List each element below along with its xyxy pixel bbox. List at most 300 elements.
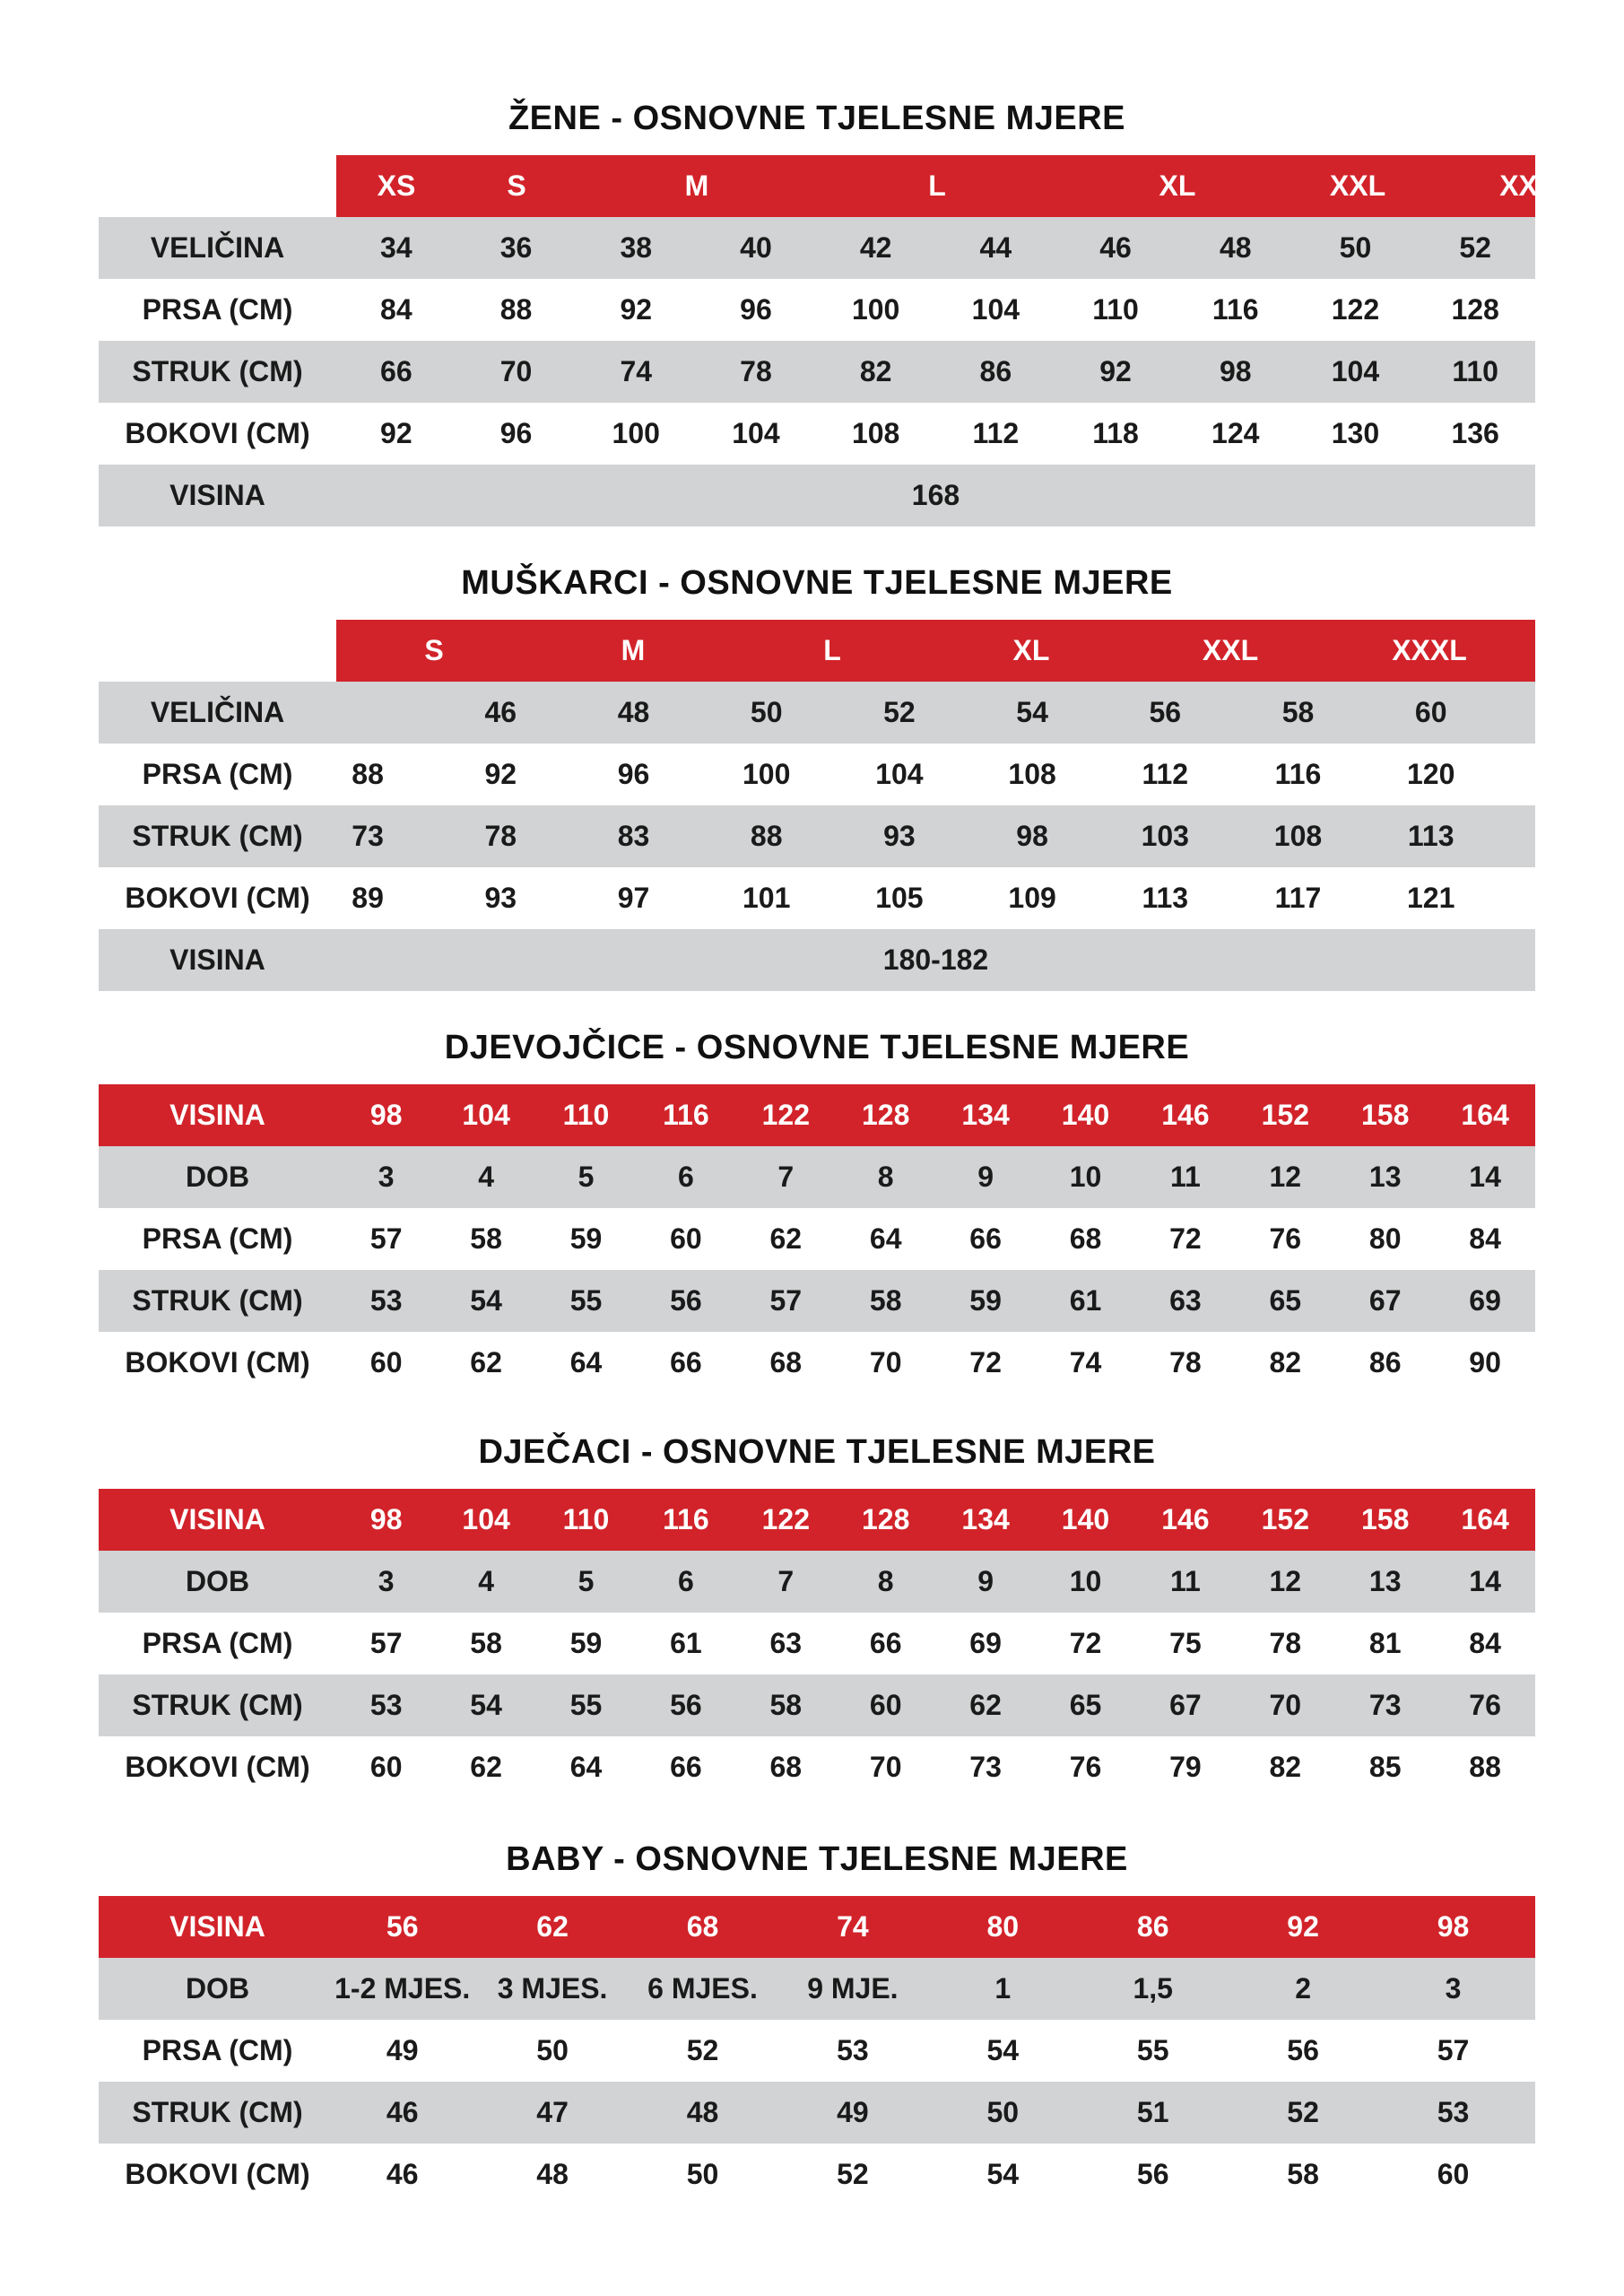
header-value-cell: 80	[986, 1910, 1020, 1943]
header-value-cell: 92	[1287, 1910, 1319, 1943]
value-cell: 62	[769, 1222, 803, 1255]
baby-row-age	[99, 1958, 1535, 2020]
value-cell: 47	[536, 2096, 569, 2128]
women-title: ŽENE - OSNOVNE TJELESNE MJERE	[508, 100, 1126, 137]
row-label: VELIČINA	[150, 696, 285, 728]
value-cell: 74	[620, 355, 653, 387]
value-cell: 14	[1469, 1161, 1501, 1193]
value-cell: 6 MJES.	[647, 1972, 758, 2005]
value-cell: 11	[1169, 1161, 1201, 1193]
value-cell: 65	[1069, 1689, 1102, 1721]
value-cell: 92	[620, 293, 653, 326]
header-value-cell: 164	[1461, 1503, 1509, 1535]
size-label: S	[424, 634, 444, 666]
value-cell: 8	[877, 1161, 894, 1193]
value-cell: 93	[883, 820, 916, 852]
value-cell: 7	[777, 1565, 795, 1597]
height-value: 168	[911, 479, 960, 511]
header-value-cell: 152	[1261, 1503, 1309, 1535]
value-cell: 104	[971, 293, 1020, 326]
value-cell: 53	[369, 1284, 403, 1317]
value-cell: 90	[1469, 1346, 1501, 1378]
value-cell: 54	[470, 1284, 502, 1317]
value-cell: 3 MJES.	[497, 1972, 608, 2005]
value-cell: 42	[859, 231, 892, 264]
value-cell: 104	[875, 758, 924, 790]
value-cell: 136	[1451, 417, 1499, 449]
value-cell: 120	[1406, 758, 1455, 790]
header-value-cell: 104	[462, 1503, 510, 1535]
row-label: DOB	[185, 1972, 250, 2005]
men-row-chest	[99, 744, 1535, 805]
header-value-cell: 110	[562, 1503, 610, 1535]
value-cell: 58	[470, 1222, 502, 1255]
row-label: PRSA (CM)	[142, 293, 293, 326]
men-title: MUŠKARCI - OSNOVNE TJELESNE MJERE	[461, 564, 1173, 602]
row-label: VISINA	[169, 944, 265, 976]
value-cell: 121	[1406, 882, 1455, 914]
header-value-cell: 122	[761, 1503, 810, 1535]
value-cell: 89	[352, 882, 384, 914]
girls-row-chest	[99, 1208, 1535, 1270]
value-cell: 40	[740, 231, 772, 264]
value-cell: 88	[352, 758, 384, 790]
header-value-cell: 56	[386, 1910, 419, 1943]
value-cell: 78	[740, 355, 772, 387]
header-value-cell: 116	[663, 1503, 709, 1535]
value-cell: 84	[1469, 1627, 1501, 1659]
value-cell: 70	[1269, 1689, 1302, 1721]
value-cell: 5	[578, 1565, 595, 1597]
boys-height-header-row	[99, 1489, 1535, 1551]
size-label: L	[928, 170, 946, 202]
value-cell: 54	[470, 1689, 502, 1721]
value-cell: 76	[1069, 1751, 1102, 1783]
value-cell: 54	[1016, 696, 1048, 728]
row-label: STRUK (CM)	[132, 1284, 303, 1317]
value-cell: 13	[1368, 1161, 1402, 1193]
value-cell: 49	[386, 2034, 419, 2066]
value-cell: 96	[740, 293, 772, 326]
row-label: VISINA	[169, 1503, 265, 1535]
size-label: XL	[1159, 170, 1196, 202]
value-cell: 86	[979, 355, 1012, 387]
value-cell: 9	[977, 1161, 994, 1193]
value-cell: 46	[1099, 231, 1132, 264]
value-cell: 48	[686, 2096, 719, 2128]
value-cell: 1-2 MJES.	[334, 1972, 471, 2005]
value-cell: 108	[1273, 820, 1323, 852]
value-cell: 55	[1136, 2034, 1169, 2066]
value-cell: 104	[732, 417, 780, 449]
value-cell: 49	[837, 2096, 869, 2128]
value-cell: 59	[569, 1627, 603, 1659]
value-cell: 92	[1099, 355, 1132, 387]
value-cell: 58	[1281, 696, 1315, 728]
value-cell: 78	[484, 820, 517, 852]
value-cell: 96	[499, 417, 533, 449]
value-cell: 62	[470, 1751, 502, 1783]
value-cell: 74	[1069, 1346, 1102, 1378]
value-cell: 113	[1407, 820, 1455, 852]
value-cell: 60	[1414, 696, 1447, 728]
value-cell: 56	[1149, 696, 1182, 728]
value-cell: 54	[986, 2034, 1020, 2066]
value-cell: 55	[569, 1689, 603, 1721]
header-value-cell: 140	[1061, 1099, 1110, 1131]
row-label: BOKOVI (CM)	[125, 1751, 310, 1783]
value-cell: 12	[1269, 1161, 1302, 1193]
value-cell: 4	[478, 1565, 494, 1597]
row-label: PRSA (CM)	[142, 758, 293, 790]
row-label: STRUK (CM)	[132, 355, 303, 387]
row-label: PRSA (CM)	[142, 1627, 293, 1659]
size-label: L	[823, 634, 841, 666]
header-value-cell: 98	[369, 1099, 403, 1131]
value-cell: 57	[769, 1284, 803, 1317]
value-cell: 55	[569, 1284, 603, 1317]
value-cell: 36	[499, 231, 533, 264]
value-cell: 58	[769, 1689, 803, 1721]
value-cell: 46	[386, 2158, 419, 2190]
value-cell: 9 MJE.	[807, 1972, 899, 2005]
value-cell: 72	[1169, 1222, 1202, 1255]
value-cell: 46	[484, 696, 517, 728]
value-cell: 88	[499, 293, 533, 326]
value-cell: 68	[1069, 1222, 1102, 1255]
value-cell: 58	[470, 1627, 502, 1659]
value-cell: 66	[670, 1346, 702, 1378]
header-value-cell: 62	[536, 1910, 569, 1943]
row-label: STRUK (CM)	[132, 2096, 303, 2128]
value-cell: 72	[1069, 1627, 1102, 1659]
value-cell: 12	[1269, 1565, 1302, 1597]
value-cell: 57	[369, 1222, 403, 1255]
value-cell: 122	[1331, 293, 1380, 326]
value-cell: 38	[620, 231, 653, 264]
value-cell: 9	[977, 1565, 994, 1597]
value-cell: 48	[536, 2158, 569, 2190]
size-header-band	[336, 620, 1535, 682]
value-cell: 72	[969, 1346, 1002, 1378]
baby-row-waist	[99, 2082, 1535, 2144]
value-cell: 97	[617, 882, 650, 914]
value-cell: 8	[877, 1565, 894, 1597]
value-cell: 58	[869, 1284, 902, 1317]
size-label: XXXL	[1392, 634, 1467, 666]
value-cell: 60	[369, 1346, 403, 1378]
value-cell: 81	[1368, 1627, 1402, 1659]
value-cell: 67	[1368, 1284, 1402, 1317]
baby-row-chest	[99, 2020, 1535, 2082]
value-cell: 3	[378, 1161, 395, 1193]
boys-title: DJEČACI - OSNOVNE TJELESNE MJERE	[478, 1433, 1156, 1471]
value-cell: 50	[750, 696, 783, 728]
value-cell: 44	[979, 231, 1012, 264]
value-cell: 60	[1437, 2158, 1470, 2190]
value-cell: 104	[1331, 355, 1380, 387]
men-size-header-row	[99, 620, 1535, 682]
value-cell: 112	[1142, 758, 1189, 790]
value-cell: 11	[1169, 1565, 1201, 1597]
value-cell: 62	[969, 1689, 1002, 1721]
value-cell: 52	[837, 2158, 869, 2190]
value-cell: 52	[1287, 2096, 1319, 2128]
value-cell: 5	[578, 1161, 595, 1193]
value-cell: 116	[1211, 293, 1259, 326]
value-cell: 53	[369, 1689, 403, 1721]
value-cell: 82	[859, 355, 892, 387]
row-label: VISINA	[169, 1099, 265, 1131]
value-cell: 80	[1368, 1222, 1402, 1255]
value-cell: 56	[670, 1689, 702, 1721]
value-cell: 98	[1219, 355, 1252, 387]
value-cell: 53	[837, 2034, 869, 2066]
value-cell: 84	[1469, 1222, 1501, 1255]
size-label: XXL	[1202, 634, 1259, 666]
value-cell: 65	[1269, 1284, 1302, 1317]
value-cell: 52	[1459, 231, 1491, 264]
value-cell: 50	[1339, 231, 1372, 264]
value-cell: 56	[1136, 2158, 1169, 2190]
value-cell: 59	[569, 1222, 603, 1255]
value-cell: 59	[969, 1284, 1002, 1317]
value-cell: 76	[1469, 1689, 1501, 1721]
value-cell: 66	[380, 355, 413, 387]
value-cell: 86	[1368, 1346, 1402, 1378]
value-cell: 70	[869, 1751, 902, 1783]
value-cell: 117	[1274, 882, 1322, 914]
boys-row-age	[99, 1551, 1535, 1613]
women-row-height	[99, 465, 1535, 526]
men-row-size	[99, 682, 1535, 744]
value-cell: 128	[1451, 293, 1499, 326]
value-cell: 6	[677, 1565, 694, 1597]
header-value-cell: 152	[1261, 1099, 1309, 1131]
value-cell: 88	[750, 820, 783, 852]
value-cell: 108	[851, 417, 900, 449]
header-value-cell: 158	[1361, 1503, 1410, 1535]
value-cell: 61	[1069, 1284, 1102, 1317]
row-label: STRUK (CM)	[132, 1689, 303, 1721]
value-cell: 66	[969, 1222, 1002, 1255]
women-row-waist	[99, 341, 1535, 403]
row-label: BOKOVI (CM)	[125, 417, 310, 449]
value-cell: 85	[1368, 1751, 1402, 1783]
value-cell: 62	[470, 1346, 502, 1378]
value-cell: 113	[1142, 882, 1189, 914]
row-label: PRSA (CM)	[142, 2034, 293, 2066]
value-cell: 54	[986, 2158, 1020, 2190]
value-cell: 109	[1008, 882, 1056, 914]
value-cell: 48	[617, 696, 650, 728]
value-cell: 3	[378, 1565, 395, 1597]
row-label: PRSA (CM)	[142, 1222, 293, 1255]
value-cell: 63	[769, 1627, 803, 1659]
value-cell: 53	[1437, 2096, 1470, 2128]
value-cell: 73	[352, 820, 384, 852]
value-cell: 10	[1069, 1565, 1102, 1597]
value-cell: 50	[686, 2158, 719, 2190]
row-label: DOB	[185, 1161, 250, 1193]
header-value-cell: 140	[1061, 1503, 1110, 1535]
value-cell: 66	[869, 1627, 902, 1659]
value-cell: 84	[380, 293, 413, 326]
value-cell: 68	[769, 1346, 803, 1378]
value-cell: 110	[1092, 293, 1139, 326]
height-value: 180-182	[882, 944, 989, 976]
value-cell: 66	[670, 1751, 702, 1783]
header-value-cell: 110	[562, 1099, 610, 1131]
value-cell: 70	[499, 355, 533, 387]
value-cell: 52	[686, 2034, 719, 2066]
value-cell: 96	[617, 758, 650, 790]
header-value-cell: 68	[686, 1910, 719, 1943]
row-label: STRUK (CM)	[132, 820, 303, 852]
value-cell: 112	[972, 417, 1020, 449]
header-value-cell: 134	[961, 1099, 1010, 1131]
value-cell: 75	[1169, 1627, 1202, 1659]
header-value-cell: 74	[837, 1910, 869, 1943]
value-cell: 83	[617, 820, 650, 852]
value-cell: 82	[1269, 1346, 1302, 1378]
value-cell: 64	[569, 1751, 603, 1783]
value-cell: 78	[1269, 1627, 1302, 1659]
size-label: M	[621, 634, 646, 666]
value-cell: 101	[742, 882, 791, 914]
girls-row-age	[99, 1146, 1535, 1208]
header-value-cell: 164	[1461, 1099, 1509, 1131]
value-cell: 110	[1452, 355, 1498, 387]
row-label: BOKOVI (CM)	[125, 2158, 310, 2190]
value-cell: 116	[1274, 758, 1322, 790]
value-cell: 92	[484, 758, 517, 790]
value-cell: 57	[369, 1627, 403, 1659]
row-label: VELIČINA	[150, 231, 285, 264]
value-cell: 64	[869, 1222, 902, 1255]
value-cell: 61	[670, 1627, 702, 1659]
girls-row-hips	[99, 1332, 1535, 1394]
value-cell: 60	[369, 1751, 403, 1783]
value-cell: 73	[1368, 1689, 1402, 1721]
value-cell: 82	[1269, 1751, 1302, 1783]
value-cell: 52	[883, 696, 916, 728]
size-label: XXL	[1329, 170, 1386, 202]
value-cell: 73	[969, 1751, 1002, 1783]
value-cell: 14	[1469, 1565, 1501, 1597]
value-cell: 100	[612, 417, 660, 449]
size-label: XS	[377, 170, 416, 202]
value-cell: 105	[875, 882, 924, 914]
size-label: XXXL	[1499, 170, 1575, 202]
value-cell: 6	[677, 1161, 694, 1193]
value-cell: 93	[484, 882, 517, 914]
baby-title: BABY - OSNOVNE TJELESNE MJERE	[506, 1840, 1128, 1878]
value-cell: 100	[742, 758, 791, 790]
men-row-height	[99, 929, 1535, 991]
size-label: XL	[1012, 634, 1050, 666]
value-cell: 1	[994, 1972, 1012, 2005]
value-cell: 67	[1169, 1689, 1202, 1721]
value-cell: 130	[1331, 417, 1380, 449]
header-value-cell: 116	[663, 1099, 709, 1131]
value-cell: 46	[386, 2096, 419, 2128]
women-row-size	[99, 217, 1535, 279]
value-cell: 58	[1287, 2158, 1319, 2190]
value-cell: 13	[1368, 1565, 1402, 1597]
value-cell: 124	[1211, 417, 1260, 449]
women-row-chest	[99, 279, 1535, 341]
baby-height-header-row	[99, 1896, 1535, 1958]
header-value-cell: 128	[862, 1099, 910, 1131]
value-cell: 57	[1437, 2034, 1470, 2066]
value-cell: 10	[1069, 1161, 1102, 1193]
value-cell: 50	[986, 2096, 1020, 2128]
value-cell: 79	[1169, 1751, 1202, 1783]
size-label: M	[684, 170, 709, 202]
row-label: VISINA	[169, 1910, 265, 1943]
girls-height-header-row	[99, 1084, 1535, 1146]
girls-row-waist	[99, 1270, 1535, 1332]
header-value-cell: 98	[369, 1503, 403, 1535]
header-value-cell: 86	[1136, 1910, 1169, 1943]
value-cell: 108	[1008, 758, 1056, 790]
value-cell: 63	[1169, 1284, 1202, 1317]
row-label: BOKOVI (CM)	[125, 882, 310, 914]
girls-title: DJEVOJČICE - OSNOVNE TJELESNE MJERE	[444, 1029, 1190, 1066]
men-row-waist	[99, 805, 1535, 867]
value-cell: 78	[1169, 1346, 1202, 1378]
value-cell: 64	[569, 1346, 603, 1378]
header-value-cell: 158	[1361, 1099, 1410, 1131]
value-cell: 56	[670, 1284, 702, 1317]
men-row-hips	[99, 867, 1535, 929]
boys-row-hips	[99, 1736, 1535, 1798]
boys-row-chest	[99, 1613, 1535, 1674]
value-cell: 7	[777, 1161, 795, 1193]
header-value-cell: 98	[1437, 1910, 1470, 1943]
value-cell: 3	[1445, 1972, 1462, 2005]
header-value-cell: 134	[961, 1503, 1010, 1535]
value-cell	[301, 682, 434, 744]
row-label: VISINA	[169, 479, 265, 511]
value-cell: 98	[1016, 820, 1048, 852]
header-value-cell: 122	[761, 1099, 810, 1131]
value-cell: 60	[869, 1689, 902, 1721]
value-cell: 60	[670, 1222, 702, 1255]
value-cell: 4	[478, 1161, 494, 1193]
value-cell: 92	[380, 417, 413, 449]
value-cell: 51	[1136, 2096, 1169, 2128]
baby-row-hips	[99, 2144, 1535, 2205]
row-label: DOB	[185, 1565, 250, 1597]
value-cell: 34	[380, 231, 413, 264]
header-value-cell: 146	[1161, 1503, 1210, 1535]
value-cell: 70	[869, 1346, 902, 1378]
value-cell: 76	[1269, 1222, 1302, 1255]
size-label: S	[507, 170, 526, 202]
value-cell: 88	[1469, 1751, 1501, 1783]
row-label: BOKOVI (CM)	[125, 1346, 310, 1378]
value-cell: 68	[769, 1751, 803, 1783]
header-value-cell: 128	[862, 1503, 910, 1535]
header-value-cell: 104	[462, 1099, 510, 1131]
value-cell: 2	[1295, 1972, 1311, 2005]
header-value-cell: 146	[1161, 1099, 1210, 1131]
value-cell: 69	[969, 1627, 1002, 1659]
women-size-header-row	[99, 155, 1575, 217]
value-cell: 50	[536, 2034, 569, 2066]
